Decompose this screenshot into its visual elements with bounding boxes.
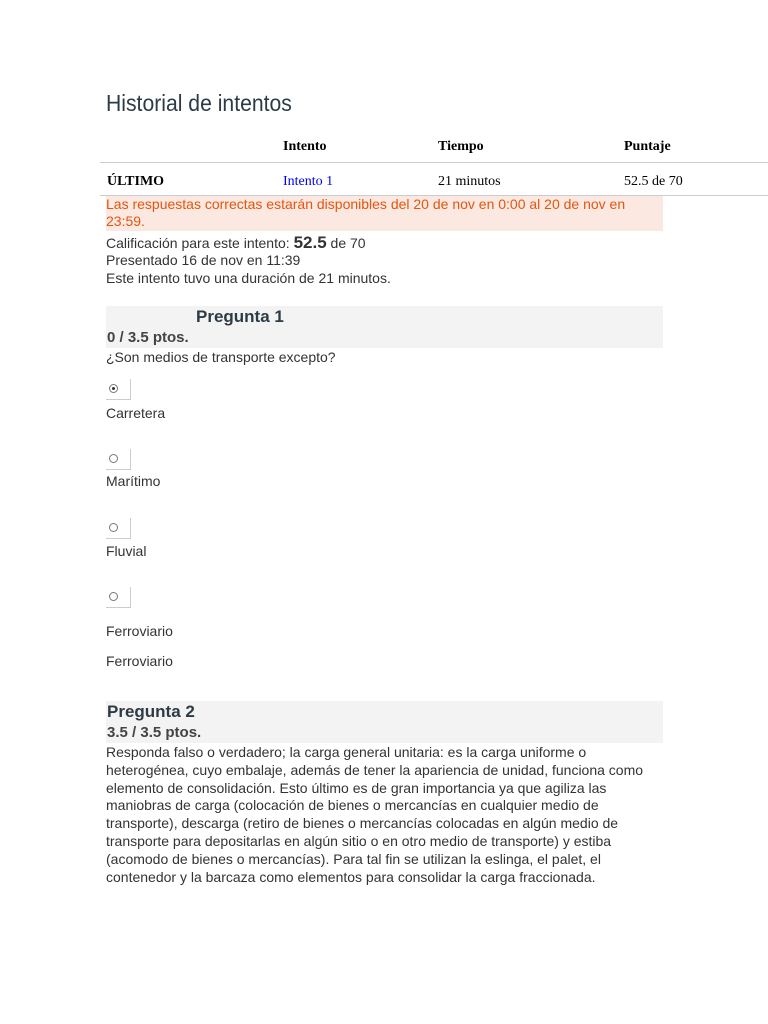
table-header-row (100, 136, 768, 163)
table-row (100, 163, 768, 196)
attempt-score: 52.5 de 70 (624, 173, 683, 189)
latest-label: ÚLTIMO (107, 173, 165, 189)
answer-label: Carretera (106, 405, 166, 421)
grade-label: Calificación para este intento: (106, 235, 294, 251)
attempt-time: 21 minutos (438, 173, 501, 189)
column-header-attempt: Intento (283, 139, 327, 154)
column-header-time: Tiempo (438, 139, 484, 154)
correct-answers-notice (106, 196, 663, 231)
page-title: Historial de intentos (106, 90, 292, 116)
radio-icon (109, 592, 118, 601)
radio-selected-icon (109, 384, 118, 393)
answer-radio[interactable] (106, 449, 131, 470)
column-header-score: Puntaje (624, 139, 671, 154)
attempt-link[interactable]: Intento 1 (283, 173, 334, 189)
answer-radio[interactable] (106, 587, 131, 608)
question-1-header (106, 306, 663, 348)
correct-answer-text: Ferroviario (106, 653, 173, 669)
attempt-duration: Este intento tuvo una duración de 21 minutos. (106, 270, 391, 286)
answer-label: Ferroviario (106, 623, 173, 639)
question-text: Responda falso o verdadero; la carga general unitaria: es la carga uniforme o heterogénea, cuyo embalaje, además de tener la apariencia de unidad, funciona como elemento de consolidación. Esto último es de gran importancia ya que agiliza las maniobras de carga (colocación de bienes o mercancías en cualquier medio de transporte), descarga (retiro de bienes o mercancías colocadas en algún medio de transporte para depositarlas en algún sitio o en otro medio de transporte) y estiba (acomodo de bienes o mercancías). Para tal fin se utilizan la eslinga, el palet, el contenedor y la barcaza como elementos para consolidar la carga fraccionada. (106, 744, 644, 885)
submitted-date: Presentado 16 de nov en 11:39 (106, 252, 301, 268)
question-title: Pregunta 1 (196, 307, 284, 326)
grade-line (106, 233, 366, 253)
radio-icon (109, 523, 118, 532)
grade-total: de 70 (326, 235, 366, 251)
question-title: Pregunta 2 (107, 702, 195, 721)
question-text: ¿Son medios de transporte excepto? (106, 349, 336, 365)
answer-label: Marítimo (106, 473, 161, 489)
question-points: 0 / 3.5 ptos. (107, 329, 189, 346)
question-points: 3.5 / 3.5 ptos. (107, 724, 202, 741)
question-status: Incorrecto (107, 307, 191, 326)
answer-radio[interactable] (106, 379, 131, 400)
answer-label: Fluvial (106, 543, 147, 559)
question-2-header (106, 701, 663, 743)
attempt-history-table (100, 136, 768, 196)
grade-value: 52.5 (293, 233, 327, 252)
answer-radio[interactable] (106, 518, 131, 539)
radio-icon (109, 454, 118, 463)
notice-text: Las respuestas correctas estarán disponibles del 20 de nov en 0:00 al 20 de nov en 23:59. (106, 196, 626, 229)
